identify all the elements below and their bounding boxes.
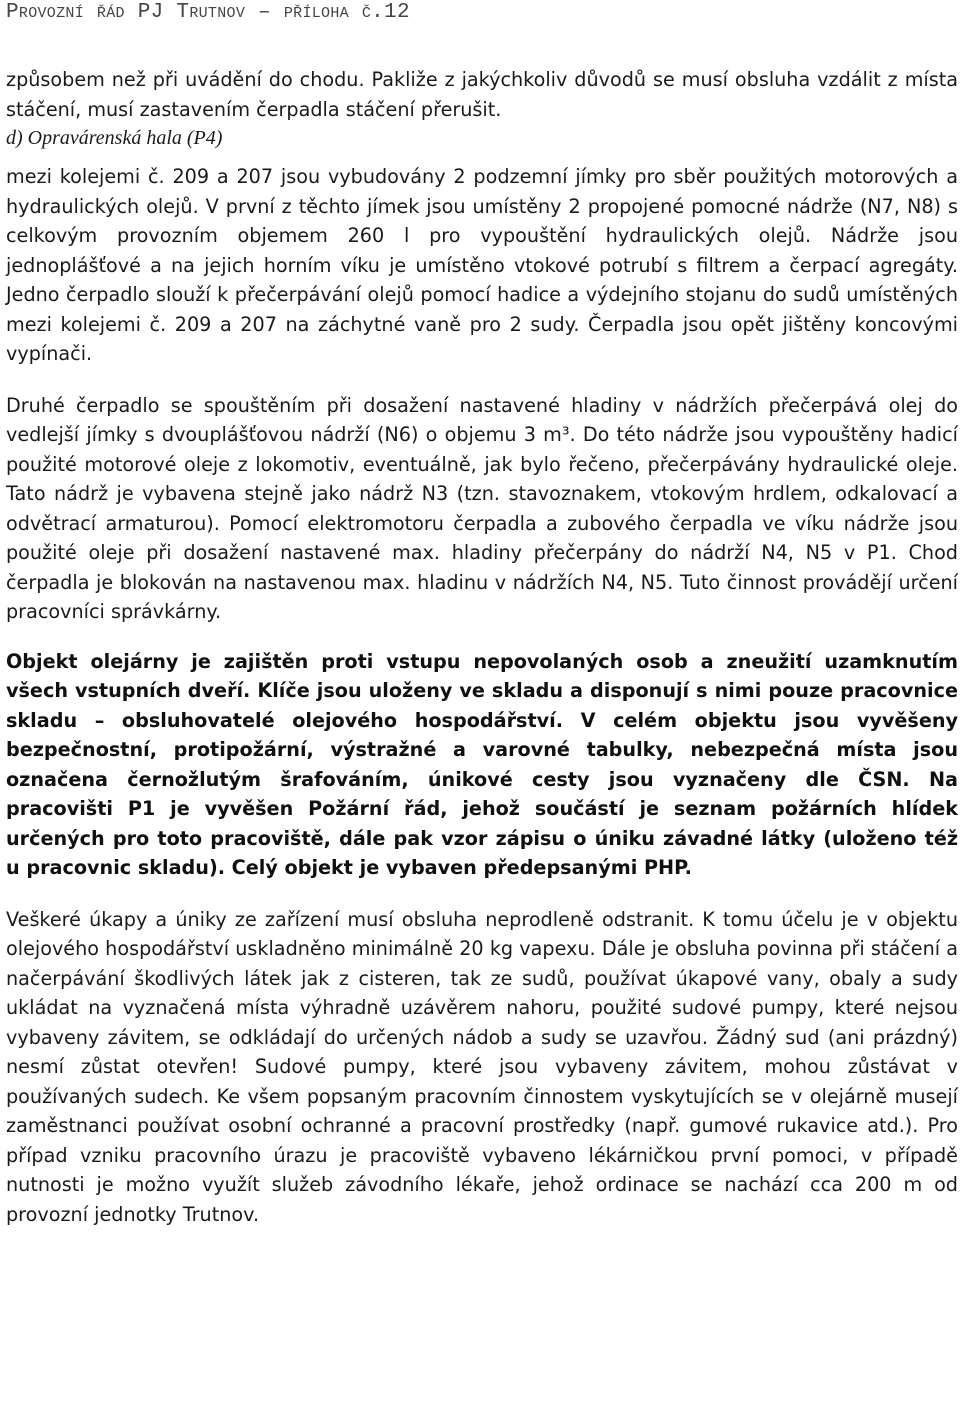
paragraph-security: Objekt olejárny je zajištěn proti vstupu nepovolaných osob a zneužití uzamknutím všech vstupních dveří. Klíče jsou uloženy ve skladu a disponují s nimi pouze pracovnice skladu – obsluhovatelé olejového hospodářství. V celém objektu jsou vyvěšeny bezpečnostní, protipožární, výstražné a varovné tabulky, nebezpečná místa jsou označena černožlutým šrafováním, únikové cesty jsou vyznačeny dle ČSN. Na pracovišti P1 je vyvěšen Požární řád, jehož součástí je seznam požárních hlídek určených pro toto pracoviště, dále pak vzor zápisu o úniku závadné látky (uloženo též u pracovnic skladu). Celý objekt je vybaven předepsanými PHP. [6, 649, 958, 879]
intro-paragraph: způsobem než při uvádění do chodu. Pakliže z jakýchkoliv důvodů se musí obsluha vzdálit z místa stáčení, musí zastavením čerpadla stáčení přerušit. [6, 68, 958, 121]
document-page [6, 0, 958, 1229]
page-header: Provozní řád PJ Trutnov – příloha č.12 [6, 1, 410, 24]
section-heading: d) Opravárenská hala (P4) [6, 127, 223, 149]
paragraph-second-pump: Druhé čerpadlo se spouštěním při dosažení nastavené hladiny v nádržích přečerpává olej do vedlejší jímky s dvouplášťovou nádrží (N6) o objemu 3 m³. Do této nádrže jsou vypouštěny hadicí použité motorové oleje z lokomotiv, eventuálně, jak bylo řečeno, přečerpávány hydraulické oleje. Tato nádrž je vybavena stejně jako nádrž N3 (tzn. stavoznakem, vtokovým hrdlem, odkalovací a odvětrací armaturou). Pomocí elektromotoru čerpadla a zubového čerpadla ve víku nádrže jsou použité oleje při dosažení nastavené max. hladiny přečerpány do nádrží N4, N5 v P1. Chod čerpadla je blokován na nastavenou max. hladinu v nádržích N4, N5. Tuto činnost provádějí určení pracovníci správkárny. [6, 393, 958, 623]
paragraph-pits: mezi kolejemi č. 209 a 207 jsou vybudovány 2 podzemní jímky pro sběr použitých motorových a hydraulických olejů. V první z těchto jímek jsou umístěny 2 propojené pomocné nádrže (N7, N8) s celkovým provozním objemem 260 l pro vypouštění hydraulických olejů. Nádrže jsou jednoplášťové a na jejich horním víku je umístěno vtokové potrubí s filtrem a čerpací agregáty. Jedno čerpadlo slouží k přečerpávání olejů pomocí hadice a výdejního stojanu do sudů umístěných mezi kolejemi č. 209 a 207 na záchytné vaně pro 2 sudy. Čerpadla jsou opět jištěny koncovými vypínači. [6, 165, 958, 365]
paragraph-spills: Veškeré úkapy a úniky ze zařízení musí obsluha neprodleně odstranit. K tomu účelu je v objektu olejového hospodářství uskladněno minimálně 20 kg vapexu. Dále je obsluha povinna při stáčení a načerpávání škodlivých látek jak z cisteren, tak ze sudů, používat úkapové vany, obaly a sudy ukládat na vyznačená místa výhradně uzávěrem nahoru, použité sudové pumpy, které nejsou vybaveny závitem, se odkládají do určených nádob a sudy se uzavřou. Žádný sud (ani prázdný) nesmí zůstat otevřen! Sudové pumpy, které jsou vybaveny závitem, mohou zůstávat v používaných sudech. Ke všem popsaným pracovním činnostem vyskytujících se v olejárně musejí zaměstnanci používat osobní ochranné a pracovní prostředky (např. gumové rukavice atd.). Pro případ vzniku pracovního úrazu je pracoviště vybaveno lékárničkou první pomoci, v případě nutnosti je možno využít služeb závodního lékaře, jehož ordinace se nachází cca 200 m od provozní jednotky Trutnov. [6, 907, 958, 1226]
